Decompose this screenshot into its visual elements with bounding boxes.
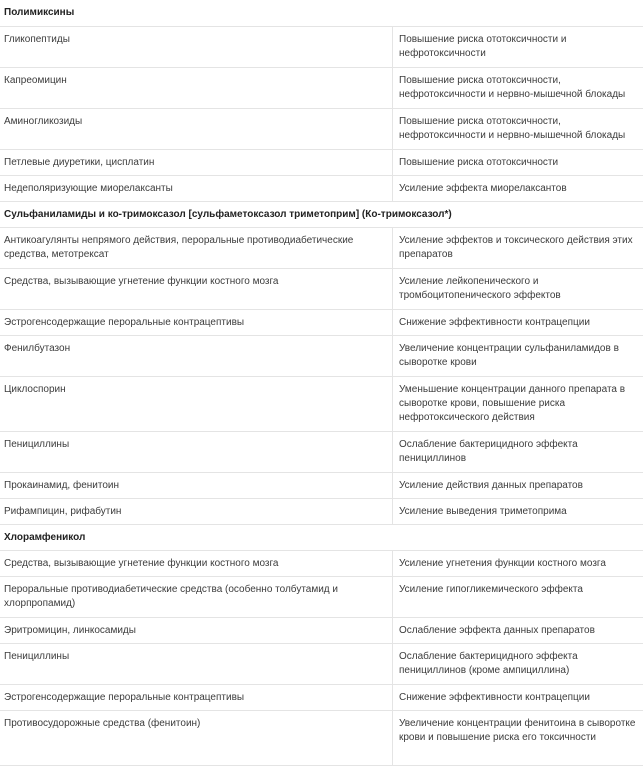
section-header-polymyxins	[0, 0, 643, 27]
table-row	[0, 176, 643, 202]
table-row	[0, 377, 643, 432]
drug-cell: Эстрогенсодержащие пероральные контрацептивы	[0, 685, 393, 710]
table-row	[0, 269, 643, 310]
table-row	[0, 711, 643, 766]
drug-cell: Петлевые диуретики, цисплатин	[0, 150, 393, 175]
effect-cell: Ослабление эффекта данных препаратов	[399, 625, 595, 636]
table-row	[0, 618, 643, 644]
effect-cell: Усиление действия данных препаратов	[399, 480, 583, 491]
effect-cell: Усиление угнетения функции костного мозга	[399, 558, 606, 569]
table-row	[0, 150, 643, 176]
drug-cell: Прокаинамид, фенитоин	[0, 473, 393, 498]
drug-cell: Эритромицин, линкосамиды	[0, 618, 393, 643]
table-row	[0, 499, 643, 525]
drug-cell: Противосудорожные средства (фенитоин)	[0, 711, 393, 765]
drug-cell: Антикоагулянты непрямого действия, пероральные противодиабетические средства, метотрексат	[0, 228, 393, 268]
table-row	[0, 644, 643, 685]
table-row	[0, 473, 643, 499]
effect-cell: Снижение эффективности контрацепции	[399, 692, 590, 703]
drug-cell: Средства, вызывающие угнетение функции костного мозга	[0, 551, 393, 576]
effect-cell: Повышение риска ототоксичности и нефротоксичности	[399, 34, 567, 59]
drug-cell: Пенициллины	[0, 644, 393, 684]
table-row	[0, 432, 643, 473]
drug-cell: Капреомицин	[0, 68, 393, 108]
section-title: Сульфаниламиды и ко-тримоксазол [сульфаметоксазол триметоприм] (Ко-тримоксазол*)	[4, 208, 452, 220]
effect-cell: Ослабление бактерицидного эффекта пенициллинов	[399, 439, 578, 464]
drug-cell: Пенициллины	[0, 432, 393, 472]
table-row	[0, 68, 643, 109]
effect-cell: Усиление гипогликемического эффекта	[399, 584, 583, 595]
effect-cell: Увеличение концентрации фенитоина в сыворотке крови и повышение риска его токсичности	[399, 718, 636, 743]
effect-cell: Уменьшение концентрации данного препарата в сыворотке крови, повышение риска нефротоксического действия	[399, 384, 626, 423]
drug-cell: Рифампицин, рифабутин	[0, 499, 393, 524]
drug-cell: Эстрогенсодержащие пероральные контрацептивы	[0, 310, 393, 335]
effect-cell: Усиление выведения триметоприма	[399, 506, 567, 517]
effect-cell: Повышение риска ототоксичности	[399, 157, 559, 168]
section-header-chloramphenicol	[0, 525, 643, 551]
table-row	[0, 109, 643, 150]
effect-cell: Усиление эффектов и токсического действия этих препаратов	[399, 235, 633, 260]
table-row	[0, 27, 643, 68]
drug-cell: Циклоспорин	[0, 377, 393, 431]
table-row	[0, 577, 643, 618]
effect-cell: Повышение риска ототоксичности, нефротоксичности и нервно-мышечной блокады	[399, 75, 626, 100]
table-row	[0, 310, 643, 336]
drug-cell: Недеполяризующие миорелаксанты	[0, 176, 393, 201]
effect-cell: Снижение эффективности контрацепции	[399, 317, 590, 328]
drug-cell: Пероральные противодиабетические средства (особенно толбутамид и хлорпропамид)	[0, 577, 393, 617]
table-row	[0, 336, 643, 377]
effect-cell: Ослабление бактерицидного эффекта пенициллинов (кроме ампициллина)	[399, 651, 578, 676]
drug-cell: Фенилбутазон	[0, 336, 393, 376]
table-row	[0, 685, 643, 711]
effect-cell: Повышение риска ототоксичности, нефротоксичности и нервно-мышечной блокады	[399, 116, 626, 141]
drug-cell: Гликопептиды	[0, 27, 393, 67]
effect-cell: Увеличение концентрации сульфаниламидов в сыворотке крови	[399, 343, 619, 368]
section-header-sulfonamides	[0, 202, 643, 228]
effect-cell: Усиление эффекта миорелаксантов	[399, 183, 567, 194]
drug-cell: Средства, вызывающие угнетение функции костного мозга	[0, 269, 393, 309]
section-title: Полимиксины	[4, 7, 75, 18]
table-row	[0, 551, 643, 577]
effect-cell: Усиление лейкопенического и тромбоцитопенического эффектов	[399, 276, 561, 301]
section-title: Хлорамфеникол	[4, 531, 86, 543]
table-row	[0, 228, 643, 269]
drug-cell: Аминогликозиды	[0, 109, 393, 149]
